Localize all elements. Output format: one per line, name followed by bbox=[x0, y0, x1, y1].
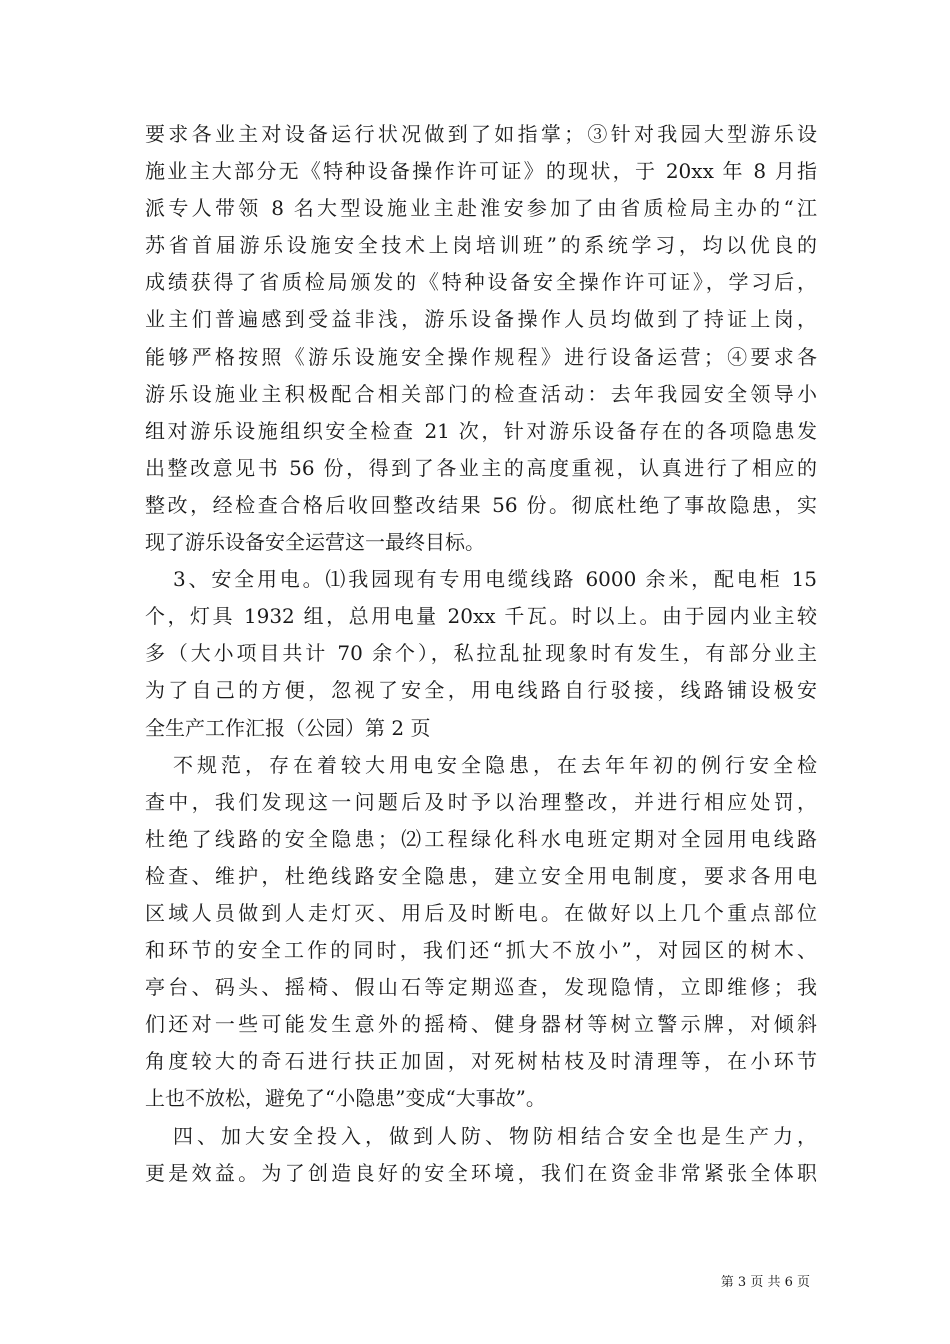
text-line: 查中，我们发现这一问题后及时予以治理整改，并进行相应处罚， bbox=[145, 789, 817, 814]
text-line: 成绩获得了省质检局颁发的《特种设备安全操作许可证》，学习后， bbox=[145, 270, 817, 295]
text-line: 全生产工作汇报（公园）第 2 页 bbox=[145, 715, 431, 740]
text-line: 能够严格按照《游乐设施安全操作规程》进行设备运营；④要求各 bbox=[145, 344, 817, 369]
text-line: 游乐设施业主积极配合相关部门的检查活动：去年我园安全领导小 bbox=[145, 381, 817, 406]
text-line: 个，灯具 1932 组，总用电量 20xx 千瓦。时以上。由于园内业主较 bbox=[145, 604, 817, 629]
text-line: 杜绝了线路的安全隐患；⑵工程绿化科水电班定期对全园用电线路 bbox=[145, 826, 817, 851]
text-line: 检查、维护，杜绝线路安全隐患，建立安全用电制度，要求各用电 bbox=[145, 863, 817, 888]
text-line: 施业主大部分无《特种设备操作许可证》的现状，于 20xx 年 8 月指 bbox=[145, 159, 817, 184]
text-line: 整改，经检查合格后收回整改结果 56 份。彻底杜绝了事故隐患，实 bbox=[145, 492, 817, 517]
text-line: 为了自己的方便，忽视了安全，用电线路自行驳接，线路铺设极安 bbox=[145, 678, 817, 703]
text-line: 现了游乐设备安全运营这一最终目标。 bbox=[145, 530, 485, 555]
text-line: 组对游乐设施组织安全检查 21 次，针对游乐设备存在的各项隐患发 bbox=[145, 418, 817, 443]
text-line: 要求各业主对设备运行状况做到了如指掌；③针对我园大型游乐设 bbox=[145, 122, 817, 146]
text-line: 区域人员做到人走灯灭、用后及时断电。在做好以上几个重点部位 bbox=[145, 900, 817, 925]
text-line: 3、安全用电。⑴我园现有专用电缆线路 6000 余米，配电柜 15 bbox=[173, 567, 817, 592]
page-indicator: 第 3 页 共 6 页 bbox=[720, 1275, 810, 1290]
text-line: 们还对一些可能发生意外的摇椅、健身器材等树立警示牌，对倾斜 bbox=[145, 1012, 817, 1037]
text-line: 苏省首届游乐设施安全技术上岗培训班”的系统学习，均以优良的 bbox=[145, 233, 817, 258]
text-line: 不规范，存在着较大用电安全隐患，在去年年初的例行安全检 bbox=[173, 752, 817, 777]
text-line: 上也不放松，避免了“小隐患”变成“大事故”。 bbox=[145, 1086, 546, 1111]
text-line: 和环节的安全工作的同时，我们还“抓大不放小”，对园区的树木、 bbox=[145, 938, 817, 963]
text-line: 亭台、码头、摇椅、假山石等定期巡查，发现隐情，立即维修；我 bbox=[145, 975, 817, 1000]
text-line: 派专人带领 8 名大型设施业主赴淮安参加了由省质检局主办的“江 bbox=[145, 196, 817, 221]
text-line: 出整改意见书 56 份，得到了各业主的高度重视，认真进行了相应的 bbox=[145, 455, 817, 480]
text-line: 多（大小项目共计 70 余个），私拉乱扯现象时有发生，有部分业主 bbox=[145, 641, 817, 666]
text-line: 角度较大的奇石进行扶正加固，对死树枯枝及时清理等，在小环节 bbox=[145, 1049, 817, 1074]
body-text bbox=[145, 116, 817, 1192]
text-line: 四、加大安全投入，做到人防、物防相结合安全也是生产力， bbox=[173, 1123, 817, 1148]
text-line: 业主们普遍感到受益非浅，游乐设备操作人员均做到了持证上岗， bbox=[145, 307, 817, 332]
text-line: 更是效益。为了创造良好的安全环境，我们在资金非常紧张全体职 bbox=[145, 1160, 817, 1185]
